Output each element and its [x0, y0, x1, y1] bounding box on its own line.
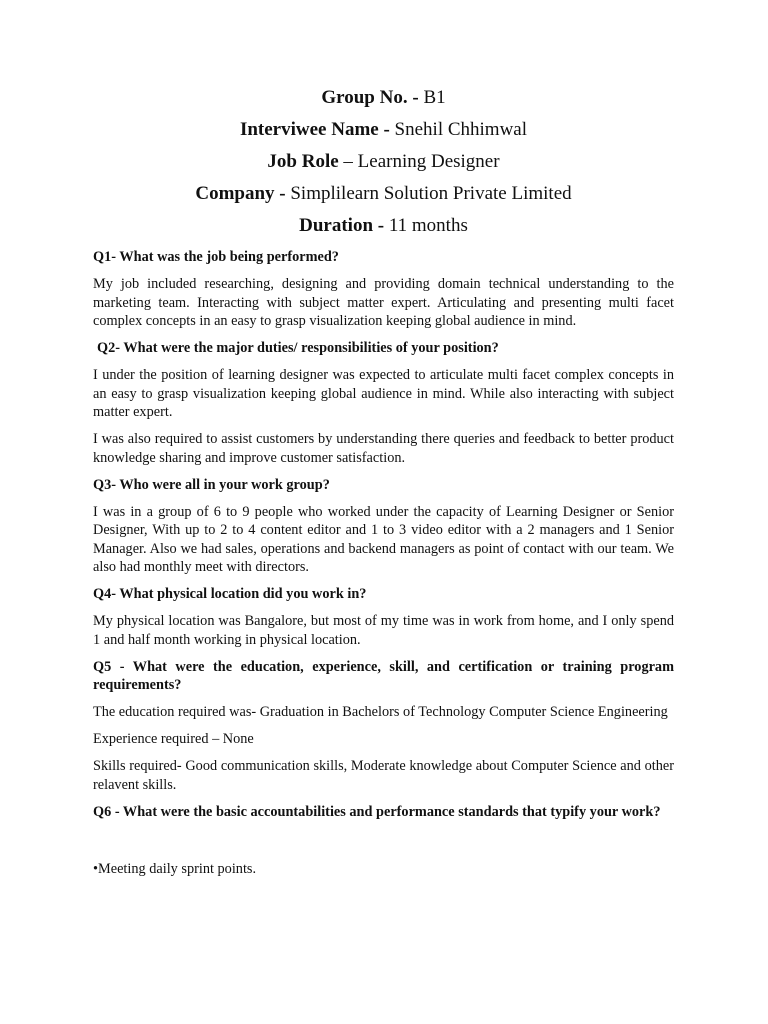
question-heading: Q4- What physical location did you work in? — [93, 586, 367, 602]
answer-paragraph: Skills required- Good communication skills, Moderate knowledge about Computer Science and other relavent skills. — [93, 758, 674, 793]
interviewee-label: Interviwee Name - — [239, 119, 390, 140]
document-header — [93, 86, 674, 238]
section-q6 — [93, 803, 674, 879]
role-label: Job Role — [267, 151, 339, 172]
question-heading: Q1- What was the job being performed? — [93, 249, 339, 265]
answer-paragraph: Experience required – None — [93, 731, 254, 747]
section-q2 — [93, 339, 674, 467]
interviewee-value: Snehil Chhimwal — [389, 119, 528, 140]
section-q1 — [93, 248, 674, 331]
answer-paragraph: I was in a group of 6 to 9 people who worked under the capacity of Learning Designer or Senior Designer, With up to 2 to 4 content editor and 1 to 3 video editor with a 2 managers and 1 Senior Manager. Also we had sales, operations and backend managers as point of contact with our team. We also had monthly meet with directors. — [93, 503, 674, 575]
answer-paragraph: I was also required to assist customers by understanding there queries and feedback to better product knowledge sharing and improve customer satisfaction. — [93, 431, 674, 466]
question-heading: Q3- Who were all in your work group? — [93, 476, 330, 493]
question-heading: Q6 - What were the basic accountabilities and performance standards that typify your work? — [93, 803, 661, 820]
answer-paragraph: My physical location was Bangalore, but most of my time was in work from home, and I only spend 1 and half month working in physical location. — [93, 613, 674, 648]
group-line — [93, 86, 674, 110]
duration-line — [93, 214, 674, 238]
role-line — [93, 150, 674, 174]
answer-paragraph: I under the position of learning designer was expected to articulate multi facet complex concepts in an easy to grasp visualization keeping global audience in mind. While also interacting with subject matter expert. — [93, 367, 674, 420]
company-label: Company - — [195, 183, 286, 204]
question-heading: Q5 - What were the education, experience, skill, and certification or training program requirements? — [93, 658, 674, 693]
bullet-item: •Meeting daily sprint points. — [93, 860, 257, 877]
duration-value: 11 months — [384, 215, 468, 236]
company-value: Simplilearn Solution Private Limited — [285, 183, 572, 204]
role-value: – Learning Designer — [338, 151, 500, 172]
section-q5 — [93, 658, 674, 795]
blank-gap — [93, 830, 674, 860]
section-q4 — [93, 585, 674, 649]
group-label: Group No. - — [321, 87, 419, 108]
duration-label: Duration - — [299, 215, 385, 236]
section-q3 — [93, 476, 674, 577]
answer-paragraph: The education required was- Graduation in Bachelors of Technology Computer Science Engineering — [93, 704, 668, 720]
answer-paragraph: My job included researching, designing and providing domain technical understanding to the marketing team. Interacting with subject matter expert. Articulating and presenting multi facet complex concepts in an easy to grasp visualization keeping global audience in mind. — [93, 276, 674, 329]
question-heading: Q2- What were the major duties/ responsibilities of your position? — [97, 340, 499, 356]
interviewee-line — [93, 118, 674, 142]
group-value: B1 — [418, 87, 446, 108]
company-line — [93, 182, 674, 206]
